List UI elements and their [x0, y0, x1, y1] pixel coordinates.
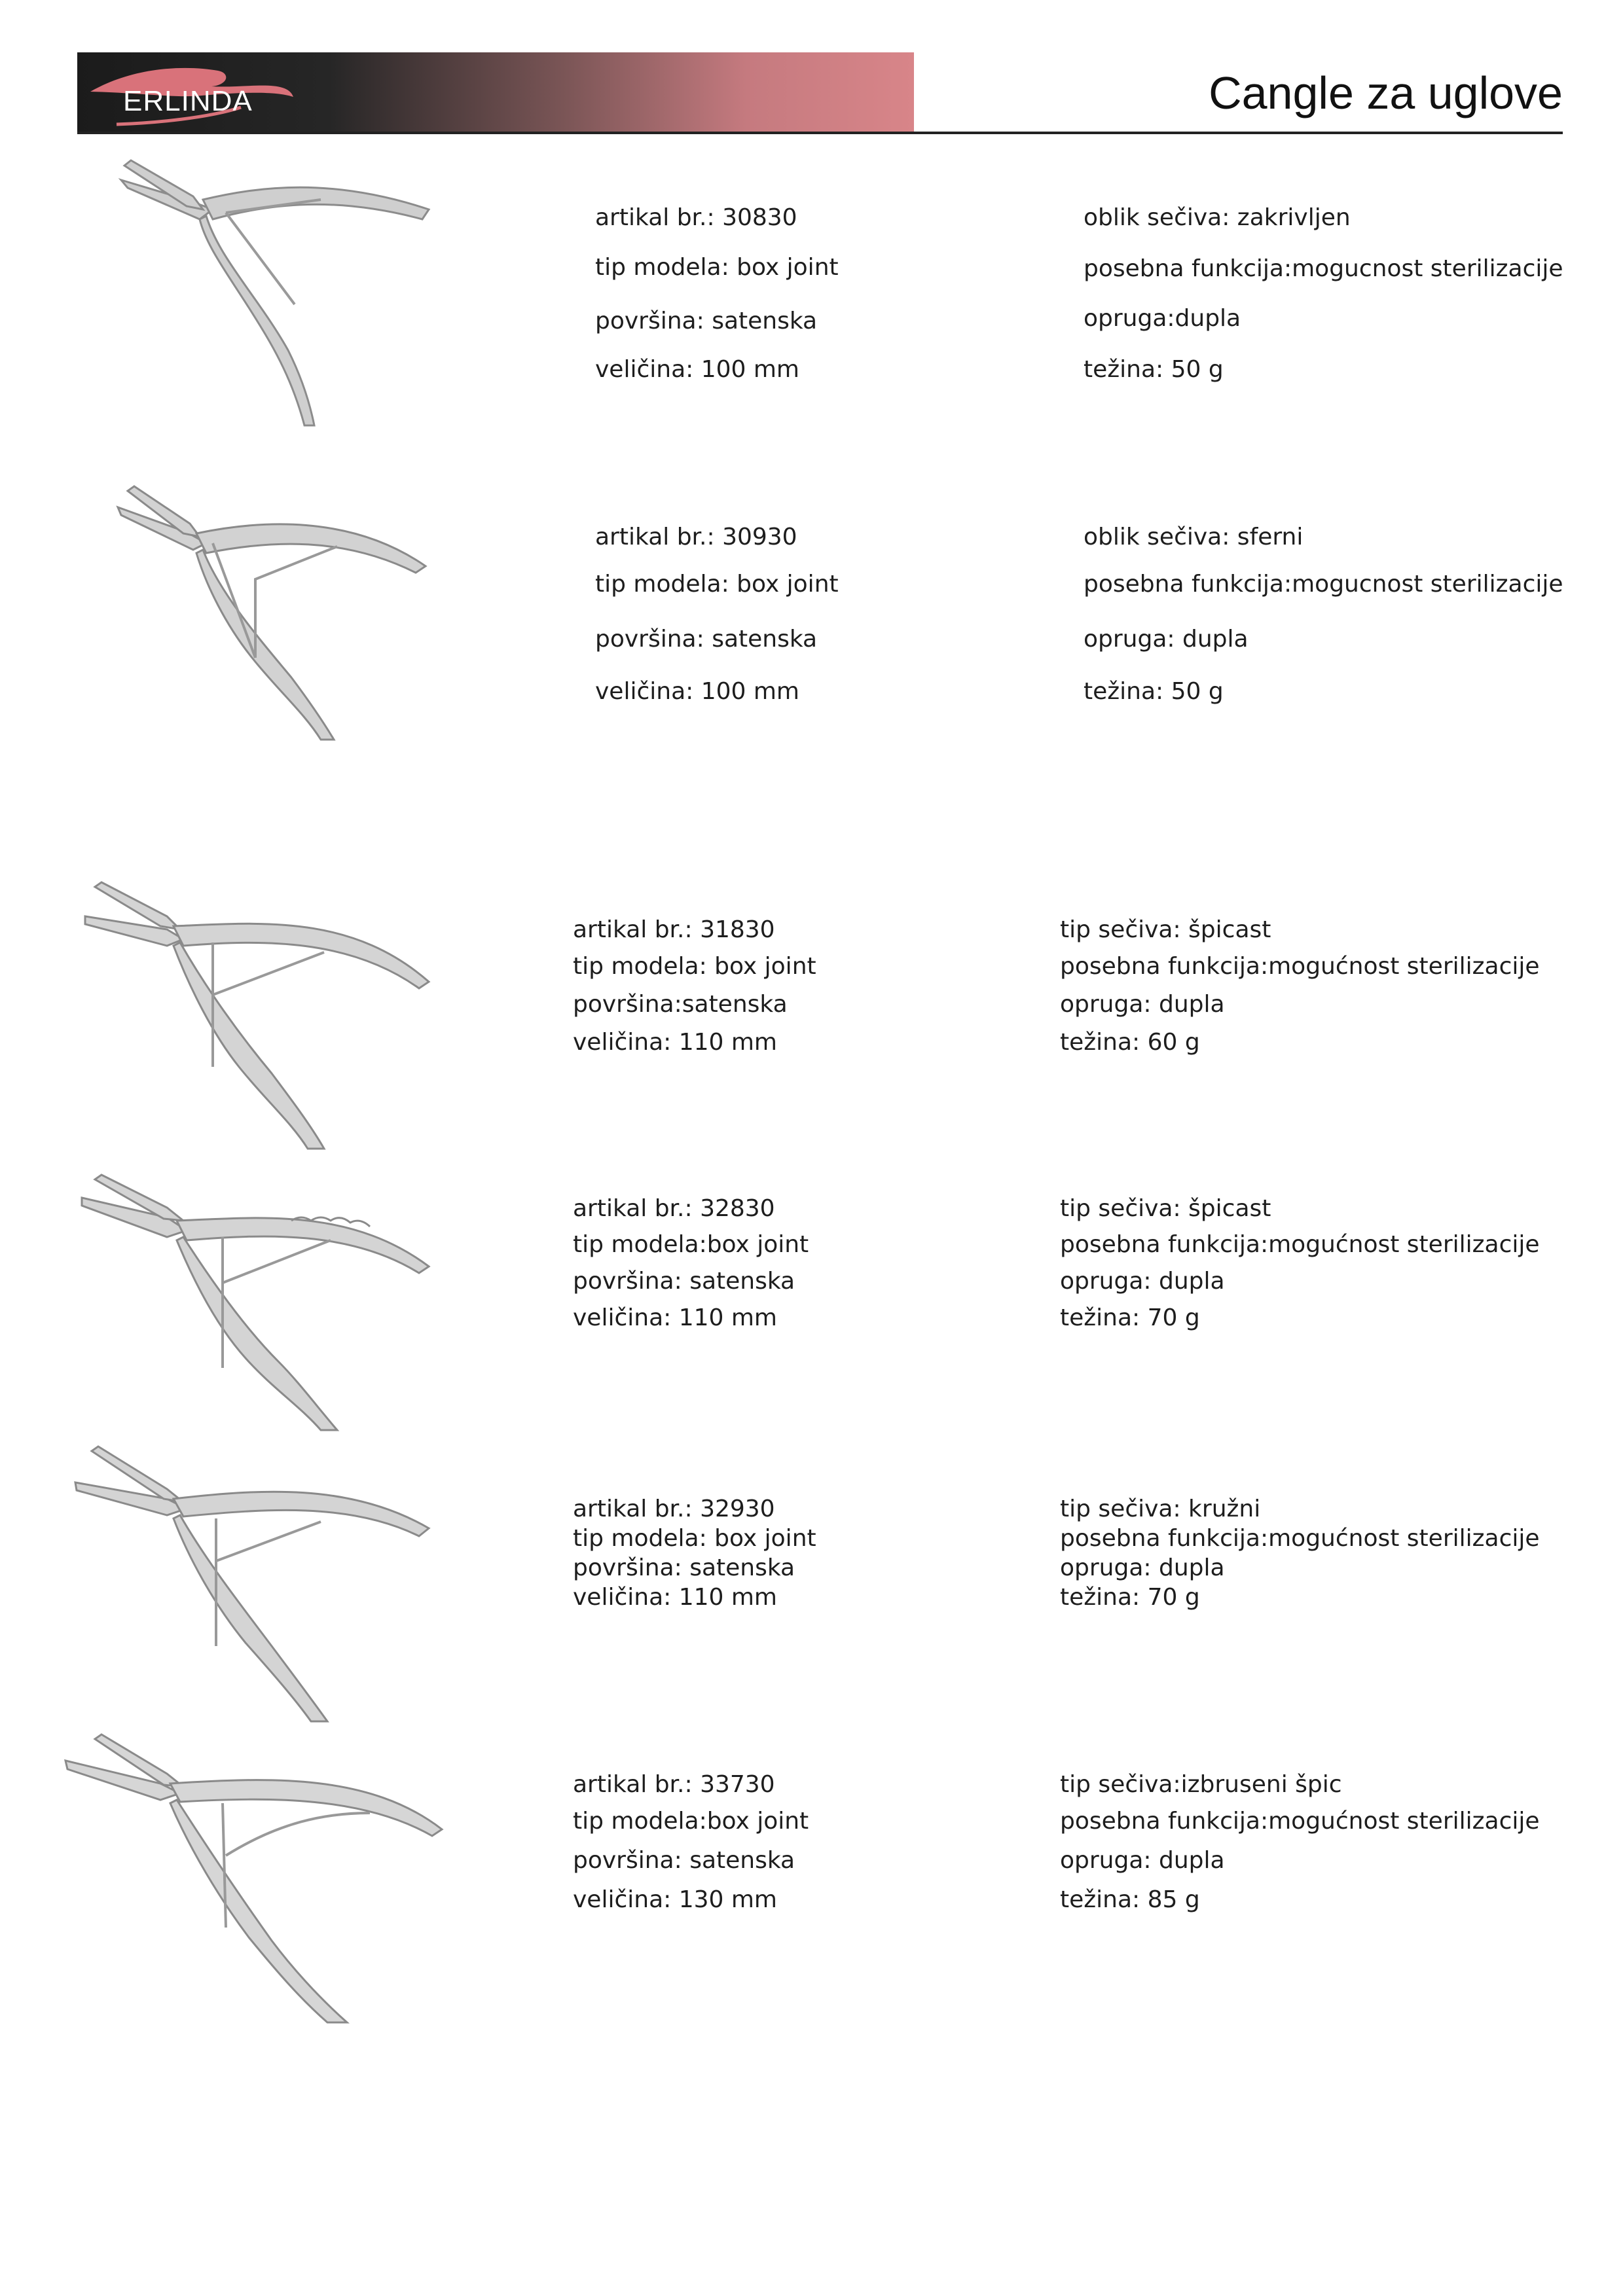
- spec-blade: oblik sečiva: sferni: [1084, 524, 1304, 550]
- spec-spring: opruga: dupla: [1060, 1554, 1225, 1581]
- spec-surface: površina:satenska: [573, 991, 788, 1018]
- nipper-image-5: [69, 1443, 435, 1725]
- spec-model-type: tip modela:box joint: [573, 1231, 809, 1258]
- nipper-image-4: [75, 1172, 435, 1433]
- spec-size: veličina: 130 mm: [573, 1886, 777, 1913]
- nipper-image-1: [115, 147, 442, 429]
- spec-item-number: artikal br.: 32930: [573, 1496, 775, 1522]
- spec-special-function: posebna funkcija:mogućnost sterilizacije: [1060, 1808, 1540, 1835]
- spec-item-number: artikal br.: 31830: [573, 916, 775, 943]
- nipper-image-3: [75, 877, 435, 1152]
- spec-size: veličina: 100 mm: [595, 356, 799, 383]
- spec-spring: opruga: dupla: [1084, 626, 1249, 653]
- spec-surface: površina: satenska: [573, 1554, 795, 1581]
- spec-blade: tip sečiva: špicast: [1060, 1195, 1271, 1222]
- spec-special-function: posebna funkcija:mogućnost sterilizacije: [1060, 1525, 1540, 1552]
- spec-special-function: posebna funkcija:mogućnost sterilizacije: [1060, 953, 1540, 980]
- spec-weight: težina: 85 g: [1060, 1886, 1200, 1913]
- spec-size: veličina: 100 mm: [595, 678, 799, 705]
- spec-surface: površina: satenska: [573, 1847, 795, 1874]
- spec-spring: opruga: dupla: [1060, 1268, 1225, 1295]
- spec-model-type: tip modela: box joint: [595, 571, 839, 598]
- spec-blade: oblik sečiva: zakrivljen: [1084, 204, 1351, 231]
- spec-model-type: tip modela: box joint: [595, 254, 839, 281]
- spec-weight: težina: 50 g: [1084, 678, 1224, 705]
- spec-weight: težina: 70 g: [1060, 1304, 1200, 1331]
- spec-spring: opruga: dupla: [1060, 991, 1225, 1018]
- spec-size: veličina: 110 mm: [573, 1584, 777, 1611]
- spec-blade: tip sečiva:izbruseni špic: [1060, 1771, 1342, 1798]
- page-title: Cangle za uglove: [1209, 67, 1563, 118]
- spec-item-number: artikal br.: 32830: [573, 1195, 775, 1222]
- spec-weight: težina: 70 g: [1060, 1584, 1200, 1611]
- spec-item-number: artikal br.: 30930: [595, 524, 797, 550]
- spec-model-type: tip modela: box joint: [573, 1525, 816, 1552]
- spec-special-function: posebna funkcija:mogućnost sterilizacije: [1060, 1231, 1540, 1258]
- header-banner: [77, 52, 914, 132]
- spec-blade: tip sečiva: kružni: [1060, 1496, 1261, 1522]
- spec-surface: površina: satenska: [595, 626, 818, 653]
- header-divider: [77, 132, 1563, 134]
- nipper-image-2: [115, 481, 435, 743]
- spec-special-function: posebna funkcija:mogucnost sterilizacije: [1084, 255, 1563, 282]
- spec-item-number: artikal br.: 33730: [573, 1771, 775, 1798]
- spec-surface: površina: satenska: [595, 308, 818, 334]
- spec-item-number: artikal br.: 30830: [595, 204, 797, 231]
- spec-size: veličina: 110 mm: [573, 1304, 777, 1331]
- brand-logo: ERLINDA: [123, 85, 253, 117]
- spec-spring: opruga: dupla: [1060, 1847, 1225, 1874]
- nipper-image-6: [62, 1731, 448, 2026]
- spec-spring: opruga:dupla: [1084, 305, 1241, 332]
- spec-model-type: tip modela: box joint: [573, 953, 816, 980]
- spec-blade: tip sečiva: špicast: [1060, 916, 1271, 943]
- spec-surface: površina: satenska: [573, 1268, 795, 1295]
- spec-weight: težina: 60 g: [1060, 1029, 1200, 1056]
- spec-weight: težina: 50 g: [1084, 356, 1224, 383]
- spec-size: veličina: 110 mm: [573, 1029, 777, 1056]
- spec-special-function: posebna funkcija:mogucnost sterilizacije: [1084, 571, 1563, 598]
- spec-model-type: tip modela:box joint: [573, 1808, 809, 1835]
